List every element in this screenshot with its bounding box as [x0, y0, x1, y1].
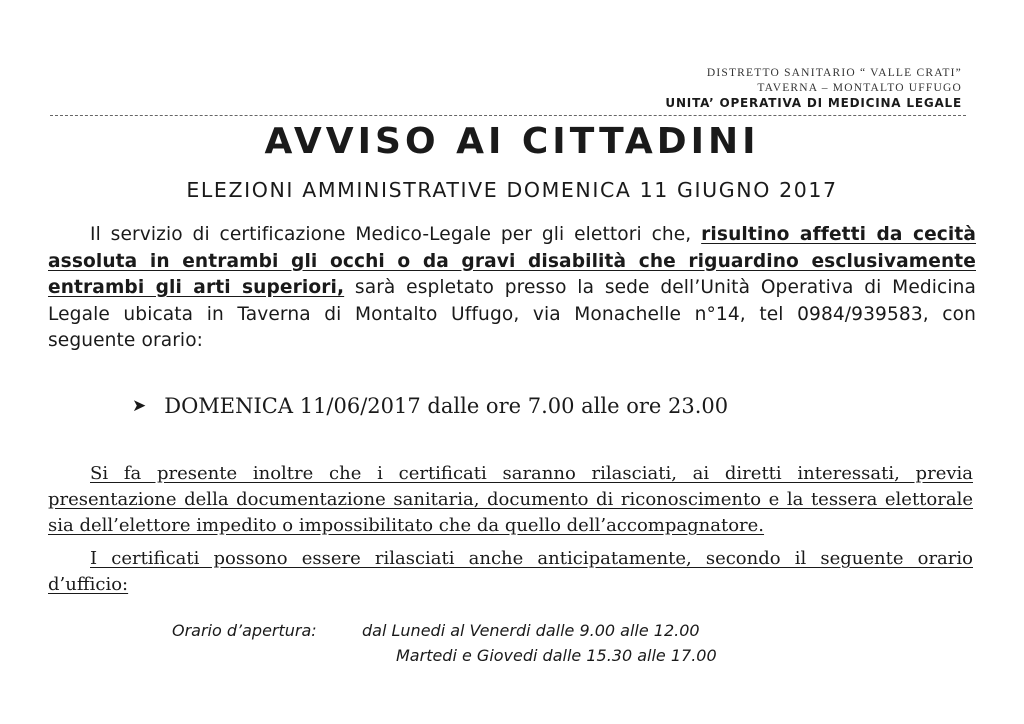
- advance-paragraph: I certificati possono essere rilasciati anche anticipatamente, secondo il seguente orario d’ufficio:: [48, 548, 973, 595]
- header-block: [665, 66, 962, 111]
- arrow-bullet-icon: ➤: [132, 396, 147, 416]
- intro-text-end: sarà espletato presso la sede dell’Unità Operativa di Medicina Legale ubicata in Taverna di Montalto Uffugo, via Monachelle n°14, tel 0984/939583, con seguente orario:: [48, 277, 976, 351]
- notice-paragraph: Si fa presente inoltre che i certificati saranno rilasciati, ai diretti interessati, previa presentazione della documentazione sanitaria, documento di riconoscimento e la tessera elettorale sia dell’elettore impedito o impossibilitato che da quello dell’accompagnatore.: [48, 463, 973, 536]
- schedule-text: DOMENICA 11/06/2017 dalle ore 7.00 alle ore 23.00: [164, 394, 729, 418]
- schedule-item: [132, 394, 728, 418]
- office-hours: [172, 618, 717, 668]
- location-name: TAVERNA – MONTALTO UFFUGO: [757, 82, 962, 94]
- header-divider: [50, 115, 966, 116]
- intro-text-start: Il servizio di certificazione Medico-Legale per gli elettori che,: [90, 224, 702, 245]
- page-title: AVVISO AI CITTADINI: [264, 121, 760, 162]
- office-hours-row1: dal Lunedi al Venerdi dalle 9.00 alle 12.00: [362, 621, 700, 640]
- intro-paragraph: [48, 222, 976, 355]
- unit-name: UNITA’ OPERATIVA DI MEDICINA LEGALE: [665, 96, 962, 110]
- page-subtitle: ELEZIONI AMMINISTRATIVE DOMENICA 11 GIUGNO 2017: [186, 178, 838, 202]
- office-hours-row2: Martedi e Giovedi dalle 15.30 alle 17.00: [396, 646, 717, 665]
- office-hours-label: Orario d’apertura:: [172, 621, 317, 640]
- intro-emphasis: risultino affetti da cecità assoluta in entrambi gli occhi o da gravi disabilità che riguardino esclusivamente entrambi gli arti superiori,: [48, 224, 977, 298]
- district-name: DISTRETTO SANITARIO “ VALLE CRATI”: [706, 67, 962, 79]
